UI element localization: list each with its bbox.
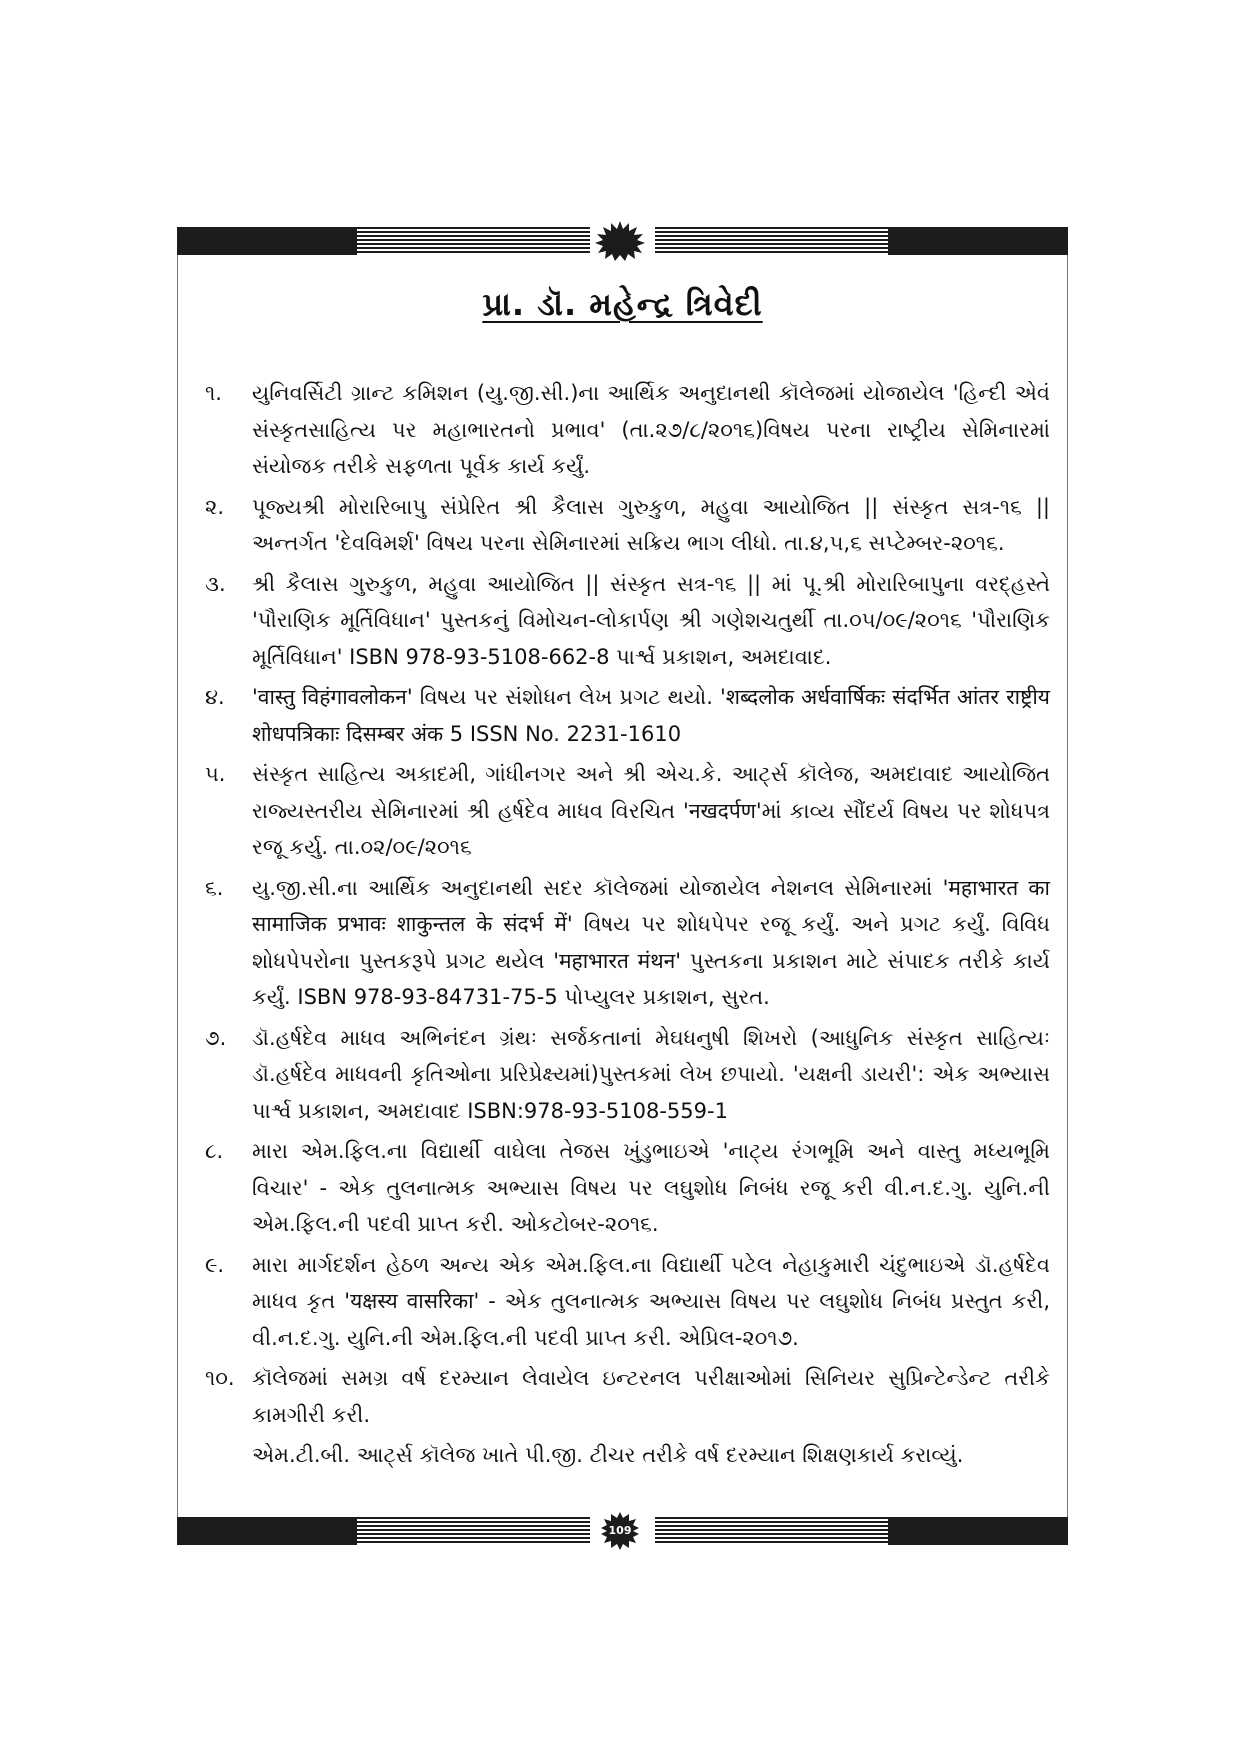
- item-text: 'वास्तु विहंगावलोकन' વિષય પર સંશોધન લેખ પ્રગટ થયો. 'शब्दलोक अर्धवार्षिकः संदर्भित आंतर राष्ट्रीय शोधपत्रिकाः दिसम्बर अंक 5 ISSN No. 2231-1610: [252, 685, 1050, 746]
- list-item: [205, 1020, 1050, 1130]
- achievements-list: [205, 375, 1050, 1474]
- item-text: મારા માર્ગદર્શન હેઠળ અન્ય એક એમ.ફિલ.ના વિદ્યાર્થી પટેલ નેહાકુમારી ચંદુભાઇએ ડૉ.હર્ષદેવ માધવ કૃત 'यक्षस्य वासरिका' - એક તુલનાત્મક અભ્યાસ વિષય પર લઘુશોધ નિબંધ પ્રસ્તુત કરી, વી.ન.દ.ગુ. યુનિ.ની એમ.ફિલ.ની પદવી પ્રાપ્ત કરી. એપ્રિલ-૨૦૧૭.: [252, 1252, 1050, 1350]
- list-item: [205, 489, 1050, 562]
- item-number: ૧૦.: [205, 1366, 235, 1390]
- item-text: પૂજ્યશ્રી મોરારિબાપુ સંપ્રેરિત શ્રી કૈલાસ ગુરુકુળ, મહુવા આયોજિત || સંસ્કૃત સત્ર-૧૬ || અન્તર્ગત 'દેવવિમર્શ' વિષય પરના સેમિનારમાં સક્રિય ભાગ લીધો. તા.૪,૫,૬ સપ્ટેમ્બર-૨૦૧૬.: [252, 494, 1050, 555]
- item-text: ડૉ.હર્ષદેવ માધવ અભિનંદન ગ્રંથઃ સર્જકતાનાં મેઘધનુષી શિખરો (આધુનિક સંસ્કૃત સાહિત્યઃ ડૉ.હર્ષદેવ માધવની કૃતિઓના પ્રરિપ્રેક્ષ્યમાં)પુસ્તકમાં લેખ છપાયો. 'યક્ષની ડાયરી': એક અભ્યાસ પાર્શ્વ પ્રકાશન, અમદાવાદ ISBN:978-93-5108-559-1: [252, 1025, 1050, 1123]
- item-number: ૧.: [205, 381, 222, 405]
- item-number: ૨.: [205, 494, 225, 519]
- list-item: [205, 1133, 1050, 1243]
- item-number: ૬.: [205, 875, 224, 900]
- page-title: પ્રા. ડૉ. મહેન્દ્ર ત્રિવેદી: [482, 285, 763, 323]
- list-item: [205, 870, 1050, 1016]
- list-item: [205, 679, 1050, 752]
- item-text: કૉલેજમાં સમગ્ર વર્ષ દરમ્યાન લેવાયેલ ઇન્ટરનલ પરીક્ષાઓમાં સિનિયર સુપ્રિન્ટેન્ડેન્ટ તરીકે કામગીરી કરી.: [252, 1366, 1050, 1427]
- item-text: સંસ્કૃત સાહિત્ય અકાદમી, ગાંધીનગર અને શ્રી એચ.કે. આર્ટ્સ કૉલેજ, અમદાવાદ આયોજિત રાજ્યસ્તરીય સેમિનારમાં શ્રી હર્ષદેવ માધવ વિરચિત 'नखदर्पण'માં કાવ્ય સૌંદર્ય વિષય પર શોધપત્ર રજૂ કર્યુ. તા.૦૨/૦૯/૨૦૧૬: [252, 762, 1050, 859]
- extra-line: એમ.ટી.બી. આર્ટ્સ કૉલેજ ખાતે પી.જી. ટીચર તરીકે વર્ષ દરમ્યાન શિક્ષણકાર્ય કરાવ્યું.: [252, 1443, 964, 1467]
- item-text: શ્રી કૈલાસ ગુરુકુળ, મહુવા આયોજિત || સંસ્કૃત સત્ર-૧૬ || માં પૂ.શ્રી મોરારિબાપુના વરદ્હસ્તે 'પૌરાણિક મૂર્તિવિધાન' પુસ્તકનું વિમોચન-લોકાર્પણ શ્રી ગણેશચતુર્થી તા.૦૫/૦૯/૨૦૧૬ 'પૌરાણિક મૂર્તિવિધાન' ISBN 978-93-5108-662-8 પાર્શ્વ પ્રકાશન, અમદાવાદ.: [252, 571, 1050, 669]
- list-item: [205, 1247, 1050, 1357]
- item-number: ૩.: [205, 571, 226, 596]
- item-number: ૯.: [205, 1252, 225, 1277]
- item-number: ૪.: [205, 685, 225, 709]
- list-item: [205, 756, 1050, 866]
- list-item: [205, 375, 1050, 485]
- sunburst-ornament-icon: [595, 221, 645, 261]
- item-text: યુ.જી.સી.ના આર્થિક અનુદાનથી સદર કૉલેજમાં યોજાયેલ નેશનલ સેમિનારમાં 'महाभारत का सामाजिक प्रभावः शाकुन्तल के संदर्भ में' વિષય પર શોધપેપર રજૂ કર્યું. અને પ્રગટ કર્યું. વિવિધ શોધપેપરોના પુસ્તકરૂપે પ્રગટ થયેલ 'महाभारत मंथन' પુસ્તકના પ્રકાશન માટે સંપાદક તરીકે કાર્ય કર્યું. ISBN 978-93-84731-75-5 પોપ્યુલર પ્રકાશન, સુરત.: [252, 875, 1050, 1009]
- page-number: 109: [608, 1524, 632, 1537]
- item-number: ૫.: [205, 762, 226, 786]
- list-item: [205, 566, 1050, 676]
- item-number: ૮.: [205, 1139, 224, 1163]
- list-item: [205, 1360, 1050, 1433]
- item-text: મારા એમ.ફિલ.ના વિદ્યાર્થી વાઘેલા તેજસ ખુંડુભાઇએ 'નાટ્ય રંગભૂમિ અને વાસ્તુ મધ્યભૂમિ વિચાર' - એક તુલનાત્મક અભ્યાસ વિષય પર લઘુશોધ નિબંધ રજૂ કરી વી.ન.દ.ગુ. યુનિ.ની એમ.ફિલ.ની પદવી પ્રાપ્ત કરી. ઓકટોબર-૨૦૧૬.: [252, 1139, 1050, 1236]
- item-number: ૭.: [205, 1025, 227, 1050]
- item-text: યુનિવર્સિટી ગ્રાન્ટ કમિશન (યુ.જી.સી.)ના આર્થિક અનુદાનથી કૉલેજમાં યોજાયેલ 'હિન્દી એવં સંસ્કૃતસાહિત્ય પર મહાભારતનો પ્રભાવ' (તા.૨૭/૮/૨૦૧૬)વિષય પરના રાષ્ટ્રીય સેમિનારમાં સંયોજક તરીકે સફળતા પૂર્વક કાર્ય કર્યું.: [252, 381, 1050, 478]
